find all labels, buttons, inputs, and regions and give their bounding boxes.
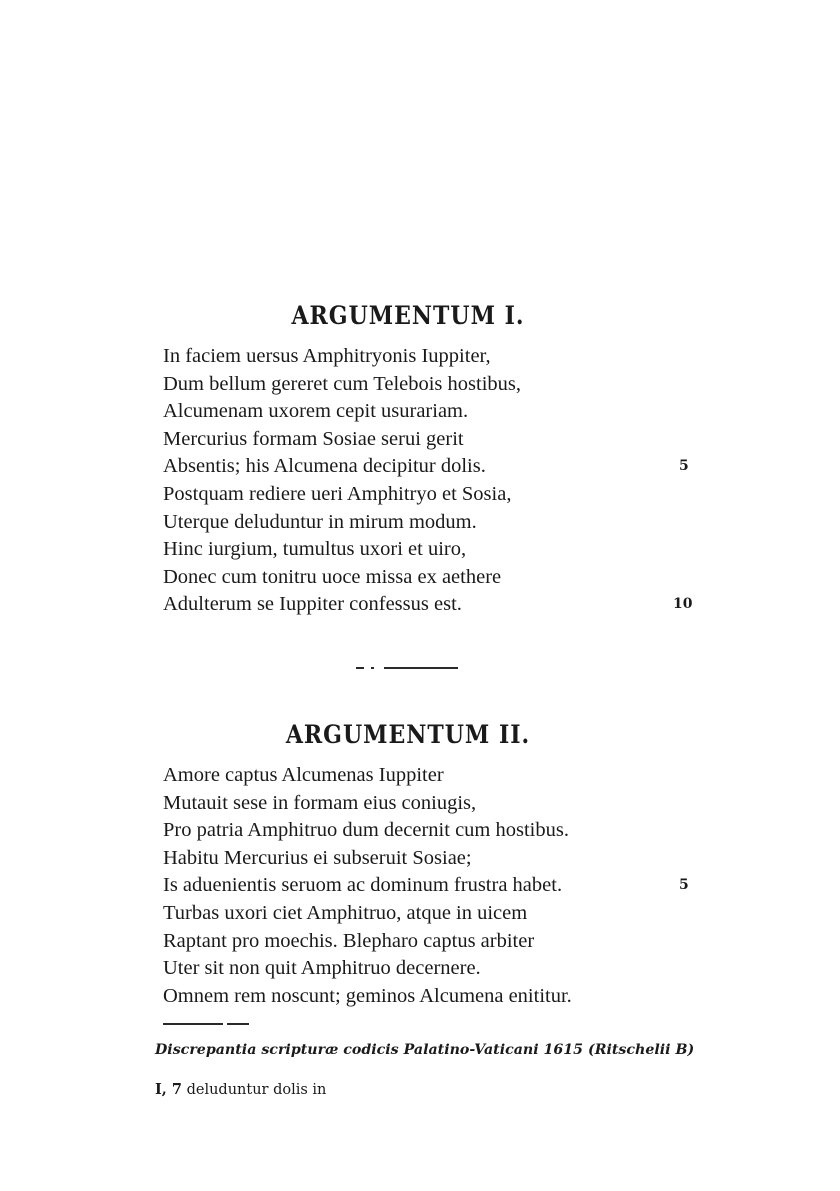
verse-line bbox=[163, 790, 703, 818]
verse-text: Pro patria Amphitruo dum decernit cum hostibus. bbox=[163, 819, 569, 842]
verse-line bbox=[163, 983, 703, 1011]
footnote-rule bbox=[227, 1023, 249, 1025]
verse-text: Raptant pro moechis. Blepharo captus arbiter bbox=[163, 929, 535, 952]
apparatus-title: Discrepantia scripturæ codicis Palatino-Vaticani 1615 (Ritschelii B) bbox=[155, 1042, 695, 1058]
verse-line bbox=[163, 509, 703, 537]
footnote-rule bbox=[163, 1023, 223, 1025]
verse-text: Is aduenientis seruom ac dominum frustra habet. bbox=[163, 874, 563, 897]
verse-text: Mutauit sese in formam eius coniugis, bbox=[163, 791, 477, 814]
verse-text: Adulterum se Iuppiter confessus est. bbox=[163, 593, 462, 616]
verse-text: Postquam rediere ueri Amphitryo et Sosia, bbox=[163, 482, 512, 505]
section-divider bbox=[356, 667, 364, 669]
verse-text: Uterque deluduntur in mirum modum. bbox=[163, 510, 477, 533]
verse-text: Alcumenam uxorem cepit usurariam. bbox=[163, 400, 469, 423]
note-reference: I, 7 bbox=[155, 1081, 182, 1098]
verse-line bbox=[163, 900, 703, 928]
verse-line bbox=[163, 343, 703, 371]
verse-line bbox=[163, 481, 703, 509]
argumentum-1-verses bbox=[163, 343, 703, 619]
apparatus-note bbox=[155, 1081, 326, 1098]
verse-text: Donec cum tonitru uoce missa ex aethere bbox=[163, 565, 502, 588]
verse-text: Absentis; his Alcumena decipitur dolis. bbox=[163, 455, 486, 478]
argumentum-2-title: ARGUMENTUM II. bbox=[285, 720, 531, 750]
verse-text: In faciem uersus Amphitryonis Iuppiter, bbox=[163, 345, 491, 367]
verse-text: Mercurius formam Sosiae serui gerit bbox=[163, 427, 464, 450]
section-divider bbox=[371, 667, 374, 669]
argumentum-1-title: ARGUMENTUM I. bbox=[291, 301, 525, 331]
verse-text: Amore captus Alcumenas Iuppiter bbox=[163, 764, 444, 786]
verse-line bbox=[163, 872, 703, 900]
verse-text: Habitu Mercurius ei subseruit Sosiae; bbox=[163, 846, 472, 869]
verse-line bbox=[163, 955, 703, 983]
verse-text: Dum bellum gereret cum Telebois hostibus, bbox=[163, 372, 522, 395]
verse-text: Turbas uxori ciet Amphitruo, atque in uicem bbox=[163, 901, 528, 924]
verse-line bbox=[163, 564, 703, 592]
verse-text: Uter sit non quit Amphitruo decernere. bbox=[163, 957, 481, 980]
verse-line bbox=[163, 817, 703, 845]
verse-line bbox=[163, 453, 703, 481]
verse-line bbox=[163, 928, 703, 956]
section-divider bbox=[384, 667, 458, 669]
verse-line bbox=[163, 371, 703, 399]
verse-line bbox=[163, 536, 703, 564]
line-number: 5 bbox=[679, 458, 689, 475]
verse-line bbox=[163, 591, 703, 619]
note-text: deluduntur dolis in bbox=[186, 1082, 327, 1098]
line-number: 10 bbox=[673, 596, 693, 613]
argumentum-2-verses bbox=[163, 762, 703, 1010]
verse-line bbox=[163, 398, 703, 426]
verse-line bbox=[163, 762, 703, 790]
verse-text: Hinc iurgium, tumultus uxori et uiro, bbox=[163, 538, 467, 561]
verse-line bbox=[163, 845, 703, 873]
verse-text: Omnem rem noscunt; geminos Alcumena enititur. bbox=[163, 984, 572, 1007]
line-number: 5 bbox=[679, 877, 689, 894]
verse-line bbox=[163, 426, 703, 454]
